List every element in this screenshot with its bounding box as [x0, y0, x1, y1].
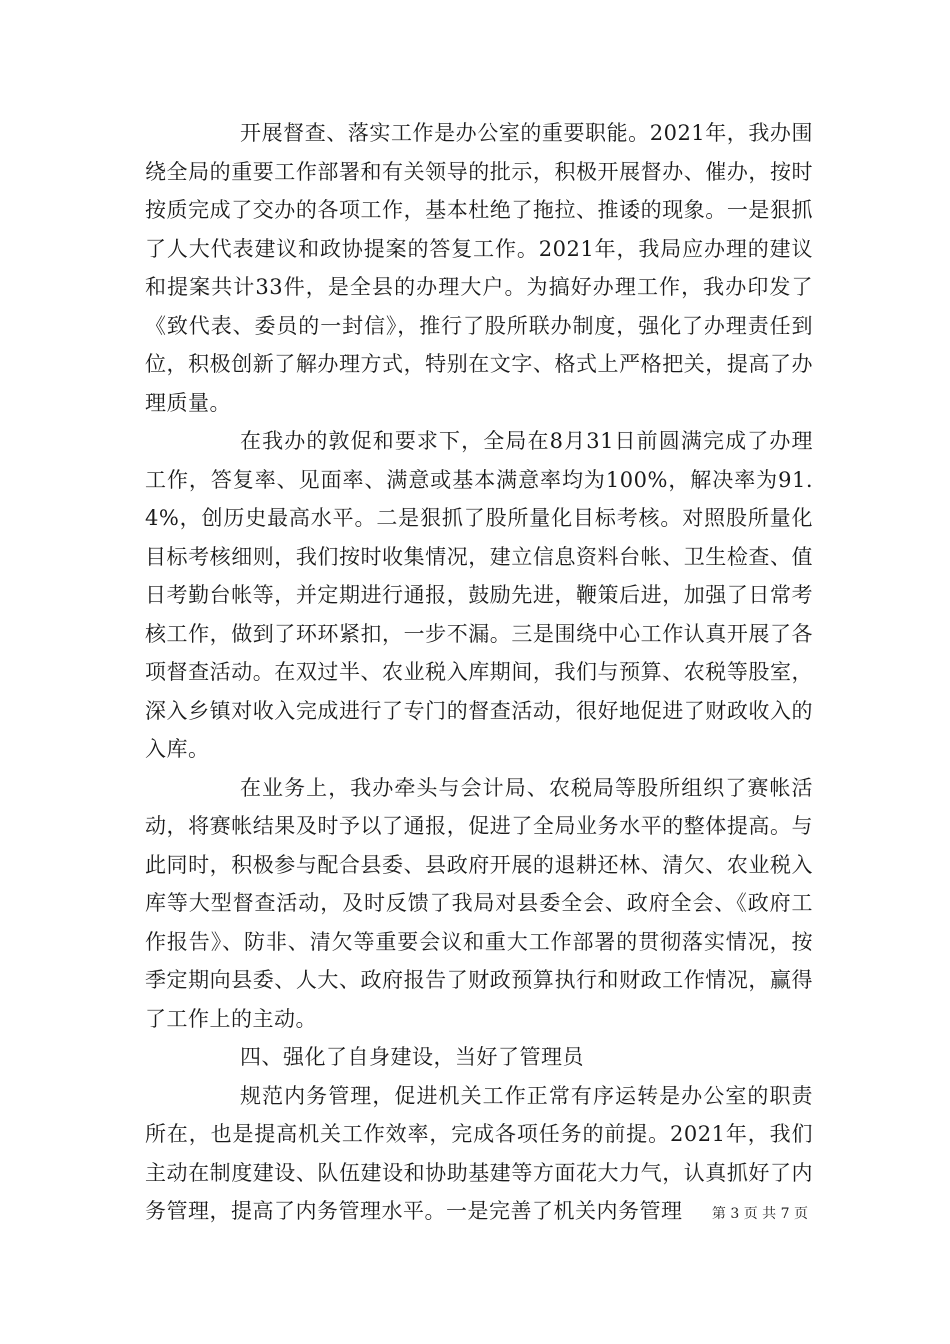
paragraph-business: 在业务上，我办牵头与会计局、农税局等股所组织了赛帐活动，将赛帐结果及时予以了通报，促进了全局业务水平的整体提高。与此同时，积极参与配合县委、县政府开展的退耕还林、清欠、农业税入库等大型督查活动，及时反馈了我局对县委全会、政府全会、《政府工作报告》、防非、清欠等重要会议和重大工作部署的贯彻落实情况，按季定期向县委、人大、政府报告了财政预算执行和财政工作情况，赢得了工作上的主动。 — [145, 775, 813, 1031]
section-heading: 四、强化了自身建设，当好了管理员 — [240, 1045, 584, 1069]
document-body — [145, 114, 813, 1231]
paragraph-internal-management: 规范内务管理，促进机关工作正常有序运转是办公室的职责所在，也是提高机关工作效率，完成各项任务的前提。2021年，我们主动在制度建设、队伍建设和协助基建等方面花大力气，认真抓好了内务管理，提高了内务管理水平。一是完善了机关内务管理 — [145, 1083, 813, 1223]
paragraph-results: 在我办的敦促和要求下，全局在8月31日前圆满完成了办理工作，答复率、见面率、满意或基本满意率均为100%，解决率为91.4%，创历史最高水平。二是狠抓了股所量化目标考核。对照股所量化目标考核细则，我们按时收集情况，建立信息资料台帐、卫生检查、值日考勤台帐等，并定期进行通报，鼓励先进，鞭策后进，加强了日常考核工作，做到了环环紧扣，一步不漏。三是围绕中心工作认真开展了各项督查活动。在双过半、农业税入库期间，我们与预算、农税等股室，深入乡镇对收入完成进行了专门的督查活动，很好地促进了财政收入的入库。 — [145, 429, 813, 761]
paragraph-supervision: 开展督查、落实工作是办公室的重要职能。2021年，我办围绕全局的重要工作部署和有关领导的批示，积极开展督办、催办，按时按质完成了交办的各项工作，基本杜绝了拖拉、推诿的现象。一是狠抓了人大代表建议和政协提案的答复工作。2021年，我局应办理的建议和提案共计33件，是全县的办理大户。为搞好办理工作，我办印发了《致代表、委员的一封信》，推行了股所联办制度，强化了办理责任到位，积极创新了解办理方式，特别在文字、格式上严格把关，提高了办理质量。 — [145, 121, 813, 415]
page-number-footer: 第 3 页 共 7 页 — [711, 1206, 808, 1222]
